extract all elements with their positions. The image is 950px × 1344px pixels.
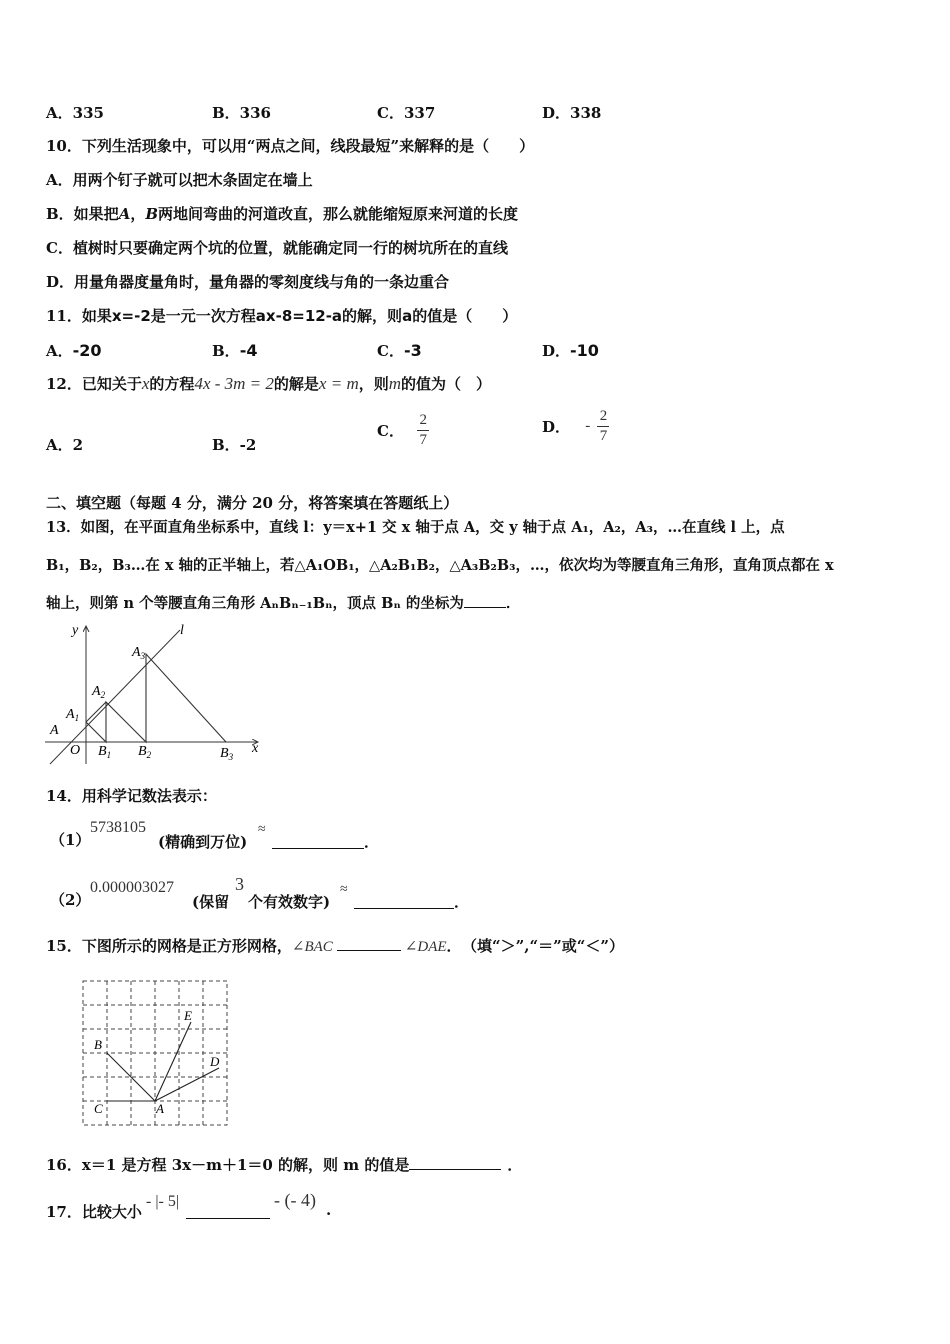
q12-d-fraction <box>597 408 609 445</box>
q10-option-c: C．植树时只要确定两个坑的位置，就能确定同一行的树坑所在的直线 <box>46 239 508 257</box>
q12-c-denominator: 7 <box>419 432 427 448</box>
q15-angle-dae: ∠DAE <box>404 939 447 955</box>
q17-right-expr: - (- 4) <box>274 1190 316 1210</box>
q13-label-x: x <box>252 741 259 756</box>
q11-stem-mid2: 的解，则 <box>342 307 403 325</box>
q17-left-expr: - |- 5| <box>146 1193 180 1210</box>
q11-stem-post: 的值是（ ） <box>412 307 518 325</box>
q15-label-e: E <box>184 1008 192 1023</box>
q12-stem-mid3: ，则 <box>358 375 389 393</box>
q11-x-value: x=-2 <box>111 307 151 325</box>
q16-answer-blank[interactable] <box>409 1169 501 1170</box>
q15-hint: （填“＞”,“＝”或“＜”） <box>469 937 625 955</box>
q11-var-a: a <box>402 307 413 325</box>
q9-option-c: C．337 <box>377 104 436 122</box>
q12-c-fraction <box>417 412 429 449</box>
q16-end: ． <box>507 1156 523 1174</box>
q13-label-b2: $B_2$ <box>138 744 152 760</box>
q12-solution: x = m <box>318 374 359 393</box>
q15-label-a: A <box>156 1101 164 1116</box>
q13-label-a: A <box>50 723 59 738</box>
q15-stem-text: 15．下图所示的网格是正方形网格， <box>46 937 292 955</box>
q14-p1-note: (精确到万位) <box>158 833 248 851</box>
q11-a-label: A． <box>46 342 73 360</box>
q11-c-label: C． <box>377 342 404 360</box>
q14-p1-approx: ≈ <box>258 822 266 837</box>
q10-option-d: D．用量角器度量角时，量角器的零刻度线与角的一条边重合 <box>46 273 450 291</box>
q14-p1-blank[interactable] <box>272 832 364 849</box>
q12-var-x: x <box>141 374 150 393</box>
q10-b-post: 两地间弯曲的河道改直，那么就能缩短原来河道的长度 <box>158 205 519 223</box>
q16-stem-text: 16．x＝1 是方程 3x－m＋1＝0 的解，则 m 的值是 <box>46 1156 410 1174</box>
q13-label-a3: $A_3$ <box>132 645 146 661</box>
q15-stem <box>46 936 624 957</box>
q15-answer-blank[interactable] <box>337 950 401 951</box>
q11-option-d <box>542 340 599 361</box>
q9-option-b: B．336 <box>212 104 271 122</box>
q15-label-b: B <box>94 1037 102 1052</box>
q12-stem-mid: 的方程 <box>149 375 195 393</box>
q11-stem-pre: 11．如果 <box>46 307 112 325</box>
q11-d-label: D． <box>542 342 571 360</box>
q12-d-numerator: 2 <box>599 408 608 424</box>
q11-equation: ax-8=12-a <box>255 307 343 325</box>
q11-stem-mid: 是一元一次方程 <box>150 307 256 325</box>
q14-p2-number: 0.000003027 <box>90 879 174 896</box>
q11-a-value: -20 <box>72 341 102 360</box>
q13-segment <box>86 702 106 722</box>
q11-option-c <box>377 340 422 361</box>
q13-label-b3: $B_3$ <box>220 746 234 762</box>
q13-label-a1: $A_1$ <box>66 707 80 723</box>
q12-stem-mid2: 的解是 <box>273 375 319 393</box>
q15-dot: ． <box>446 937 462 955</box>
q12-var-m: m <box>388 374 402 393</box>
q11-stem <box>46 306 517 326</box>
q13-answer-blank[interactable] <box>464 607 506 608</box>
q14-p2-end: ． <box>454 893 470 911</box>
q13-label-o: O <box>70 743 81 758</box>
q14-p2-note-post: 个有效数字) <box>248 893 331 911</box>
q13-label-l: l <box>180 623 184 638</box>
q12-option-c <box>377 412 429 449</box>
q14-p1-number: 5738105 <box>90 819 146 836</box>
q15-angle-lines <box>107 1022 219 1101</box>
q16-stem <box>46 1155 522 1175</box>
q14-p2-digits: 3 <box>235 874 244 894</box>
q13-line3-post: ． <box>505 595 521 612</box>
q12-option-d <box>542 408 609 445</box>
q11-b-value: -4 <box>239 341 258 360</box>
q17-end: . <box>326 1201 332 1219</box>
q13-line3-pre: 轴上，则第 n 个等腰直角三角形 AₙBₙ₋₁Bₙ，顶点 Bₙ 的坐标为 <box>46 595 464 612</box>
q15-label-d: D <box>210 1054 220 1069</box>
q13-label-b1: $B_1$ <box>98 744 112 760</box>
q12-c-numerator: 2 <box>419 412 427 428</box>
q12-option-a: A．2 <box>46 436 84 454</box>
q12-d-sign: - <box>585 418 591 434</box>
q14-stem: 14．用科学记数法表示： <box>46 787 217 805</box>
q11-d-value: -10 <box>570 341 599 360</box>
q15-angle-bac: ∠BAC <box>291 939 333 955</box>
q13-line-3 <box>46 594 520 614</box>
q10-option-b <box>46 204 518 224</box>
q12-c-label: C． <box>377 422 404 440</box>
q15-label-c: C <box>94 1101 103 1116</box>
q10-stem: 10．下列生活现象中，可以用“两点之间，线段最短”来解释的是（ ） <box>46 137 535 155</box>
q9-option-d: D．338 <box>542 104 602 122</box>
q12-stem <box>46 374 491 394</box>
q14-p2-approx: ≈ <box>340 882 348 897</box>
section-2-title: 二、填空题（每题 4 分，满分 20 分，将答案填在答题纸上） <box>46 494 459 512</box>
q14-p2-blank[interactable] <box>354 892 454 909</box>
q12-equation: 4x - 3m = 2 <box>194 374 274 393</box>
q11-option-a <box>46 340 102 361</box>
q12-stem-pre: 12．已知关于 <box>46 375 142 393</box>
q10-b-pre: B．如果把 <box>46 205 119 223</box>
q14-p1-end: ． <box>364 833 380 851</box>
q11-option-b <box>212 340 257 361</box>
q11-b-label: B． <box>212 342 240 360</box>
q13-line-1: 13．如图，在平面直角坐标系中，直线 l：y＝x+1 交 x 轴于点 A，交 y 轴于点 A₁，A₂，A₃，…在直线 l 上，点 <box>46 519 785 536</box>
q14-p1-label: （1） <box>50 831 91 849</box>
q10-option-a: A．用两个钉子就可以把木条固定在墙上 <box>46 171 313 189</box>
q13-figure <box>40 618 270 768</box>
q17-answer-blank[interactable] <box>186 1202 270 1219</box>
q13-triangles <box>86 654 226 742</box>
q12-option-b: B．-2 <box>212 436 257 454</box>
q14-p2-label: （2） <box>50 891 91 909</box>
q10-b-point-a: A <box>118 205 131 223</box>
q17-stem-text: 17．比较大小 <box>46 1203 142 1221</box>
q15-grid-figure <box>78 976 238 1128</box>
q12-d-label: D． <box>542 418 571 436</box>
q9-option-a: A．335 <box>46 104 104 122</box>
q13-label-y: y <box>72 623 79 638</box>
q13-line-2: B₁，B₂，B₃…在 x 轴的正半轴上，若△A₁OB₁，△A₂B₁B₂，△A₃B₂B₃，…，依次均为等腰直角三角形，直角顶点都在 x <box>46 557 834 574</box>
q15-grid <box>83 981 227 1125</box>
q13-label-a2: $A_2$ <box>92 684 106 700</box>
q12-d-denominator: 7 <box>599 428 608 444</box>
q12-stem-post: 的值为（ ） <box>401 375 492 393</box>
q10-b-comma: ， <box>130 205 146 223</box>
q11-c-value: -3 <box>403 341 422 360</box>
q10-b-point-b: B <box>145 205 159 223</box>
q14-p2-note-pre: (保留 <box>192 893 230 911</box>
